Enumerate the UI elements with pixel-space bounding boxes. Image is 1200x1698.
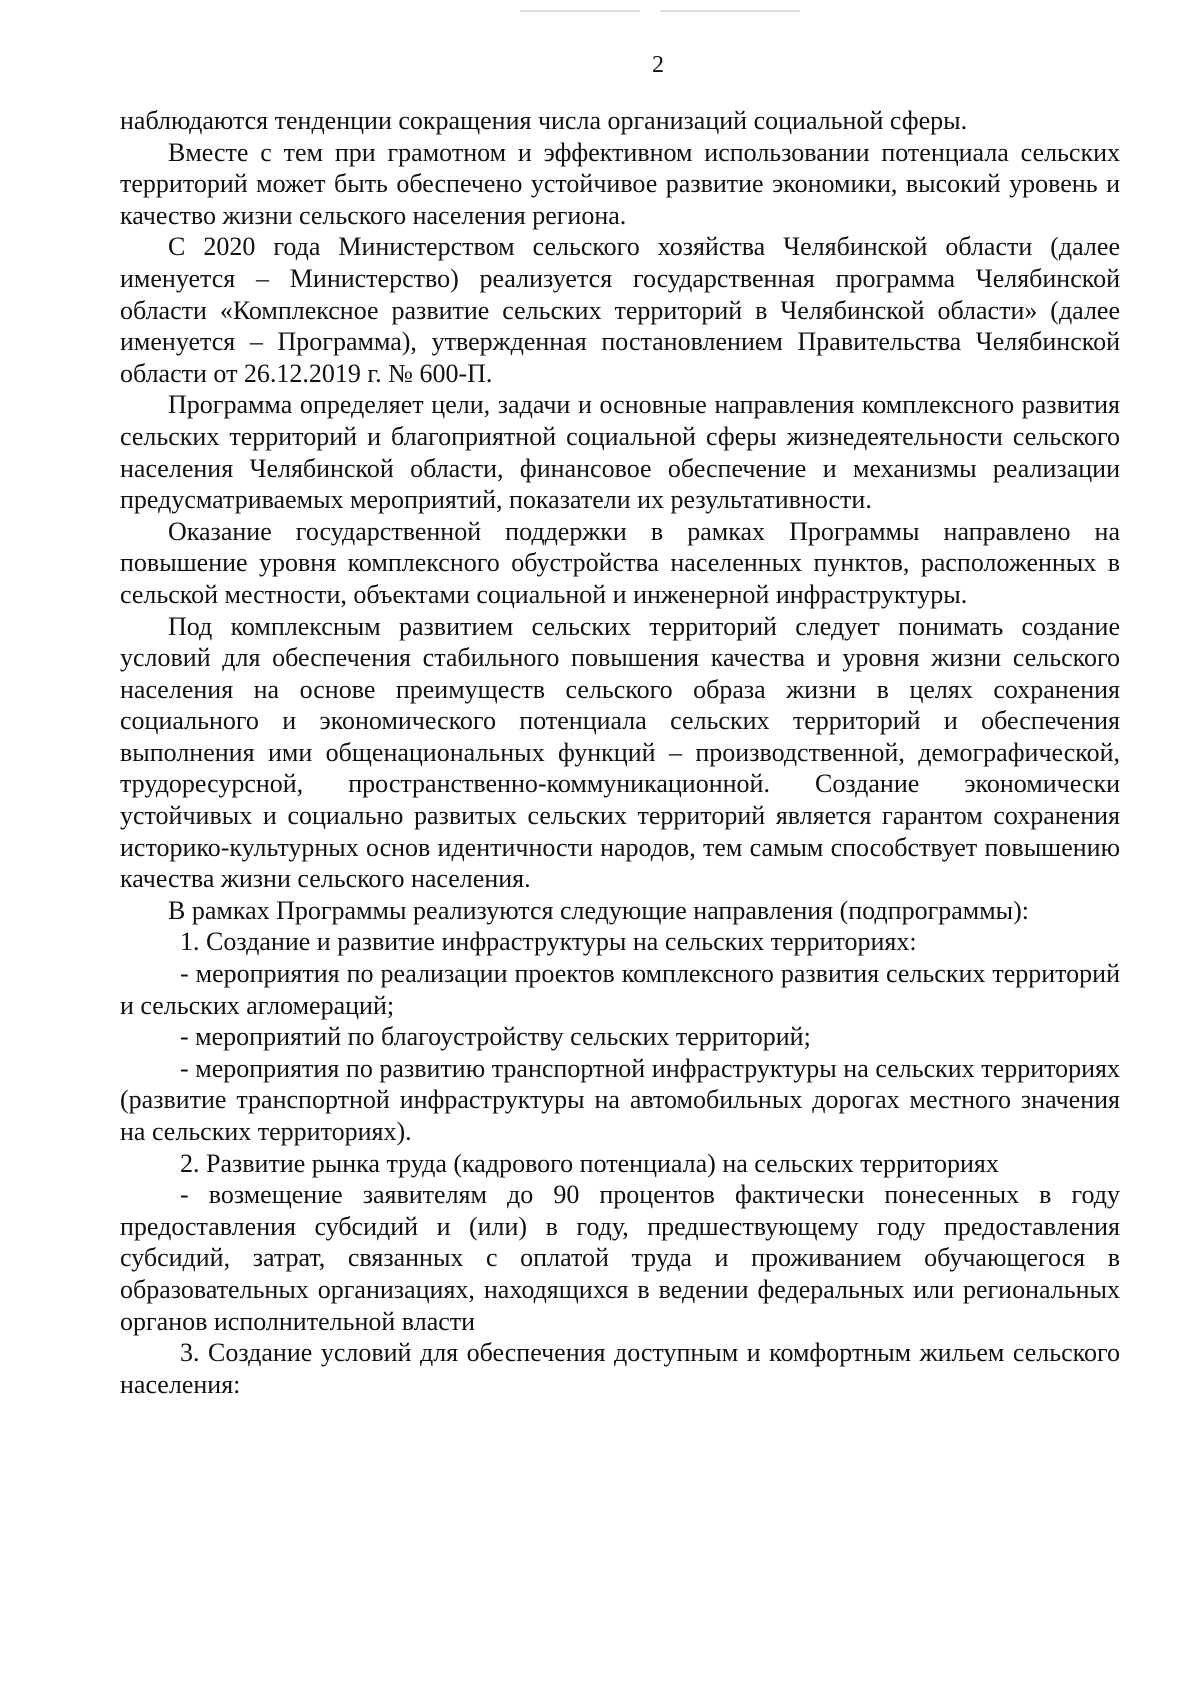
scan-artifact <box>660 10 800 12</box>
list-item: - мероприятия по реализации проектов комплексного развития сельских территорий и сельских агломераций; <box>120 959 1120 1020</box>
list-heading: 1. Создание и развитие инфраструктуры на сельских территориях: <box>180 927 917 957</box>
paragraph: наблюдаются тенденции сокращения числа организаций социальной сферы. <box>120 106 968 135</box>
paragraph: С 2020 года Министерством сельского хозяйства Челябинской области (далее именуется – Министерство) реализуется государственная программа Челябинской области «Комплексное развитие сельских территорий в Челябинской области» (далее именуется – Программа), утвержденная постановлением Правительства Челябинской области от 26.12.2019 г. № 600-П. <box>120 232 1120 388</box>
list-item: - мероприятия по развитию транспортной инфраструктуры на сельских территориях (развитие транспортной инфраструктуры на автомобильных дорогах местного значения на сельских территориях). <box>120 1053 1120 1146</box>
paragraph: В рамках Программы реализуются следующие направления (подпрограммы): <box>168 895 1030 925</box>
document-body <box>120 105 1120 1400</box>
paragraph: Под комплексным развитием сельских территорий следует понимать создание условий для обеспечения стабильного повышения качества и уровня жизни сельского населения на основе преимуществ сельского образа жизни в целях сохранения социального и экономического потенциала сельских территорий и обеспечения выполнения ими общенациональных функций – производственной, демографической, трудоресурсной, пространственно-коммуникационной. Создание экономически устойчивых и социально развитых сельских территорий является гарантом сохранения историко-культурных основ идентичности народов, тем самым способствует повышению качества жизни сельского населения. <box>120 611 1120 894</box>
scan-artifact <box>520 10 640 12</box>
paragraph: Вместе с тем при грамотном и эффективном использовании потенциала сельских территорий может быть обеспечено устойчивое развитие экономики, высокий уровень и качество жизни сельского населения региона. <box>120 137 1120 230</box>
list-item: - возмещение заявителям до 90 процентов фактически понесенных в году предоставления субсидий и (или) в году, предшествующему году предоставления субсидий, затрат, связанных с оплатой труда и проживанием обучающегося в образовательных организациях, находящихся в ведении федеральных или региональных органов исполнительной власти <box>120 1180 1120 1336</box>
paragraph: Программа определяет цели, задачи и основные направления комплексного развития сельских территорий и благоприятной социальной сферы жизнедеятельности сельского населения Челябинской области, финансовое обеспечение и механизмы реализации предусматриваемых мероприятий, показатели их результативности. <box>120 390 1120 515</box>
paragraph: Оказание государственной поддержки в рамках Программы направлено на повышение уровня комплексного обустройства населенных пунктов, расположенных в сельской местности, объектами социальной и инженерной инфраструктуры. <box>120 516 1120 609</box>
page-number: 2 <box>652 52 664 78</box>
list-heading: 3. Создание условий для обеспечения доступным и комфортным жильем сельского населения: <box>120 1338 1120 1399</box>
list-item: - мероприятий по благоустройству сельских территорий; <box>180 1022 811 1052</box>
list-heading: 2. Развитие рынка труда (кадрового потенциала) на сельских территориях <box>180 1148 999 1178</box>
